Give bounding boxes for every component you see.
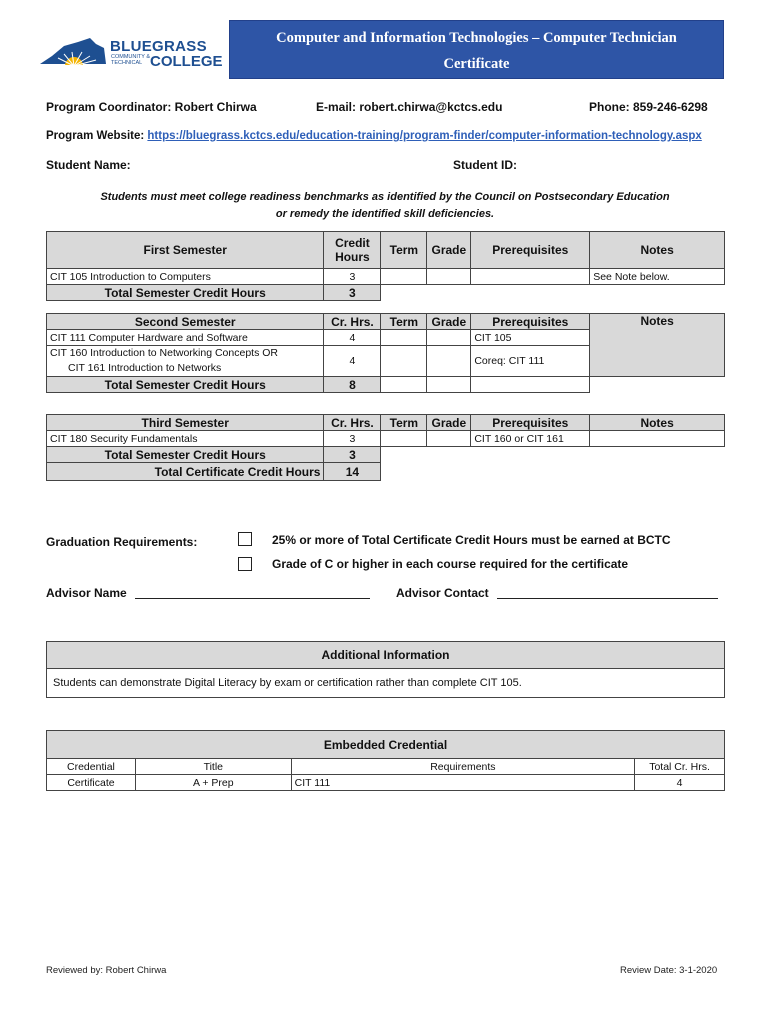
additional-info-table: [46, 641, 725, 698]
first-semester-header: First Semester: [47, 232, 324, 269]
student-id-label: Student ID:: [453, 158, 517, 172]
term-cell[interactable]: [381, 346, 427, 377]
term-header: Term: [381, 415, 427, 431]
student-name-label: Student Name:: [46, 158, 131, 172]
table-row: [47, 431, 725, 447]
college-logo: [38, 34, 223, 74]
prereq-cell: CIT 105: [471, 330, 590, 346]
program-website: Program Website: https://bluegrass.kctcs.edu/education-training/program-finder/computer-information-technology.aspx: [46, 130, 702, 142]
graduation-requirements-label: Graduation Requirements:: [46, 535, 198, 549]
notes-cell: [590, 431, 725, 447]
credit-hours-header: Credit Hours: [324, 232, 381, 269]
third-semester-table: [46, 414, 725, 481]
req2-text: Grade of C or higher in each course required for the certificate: [272, 557, 629, 571]
req2-checkbox[interactable]: [238, 557, 252, 571]
second-semester-header: Second Semester: [47, 314, 324, 330]
additional-info-text: Students can demonstrate Digital Literacy by exam or certification rather than complete CIT 105.: [47, 669, 725, 698]
semester-total-label: Total Semester Credit Hours: [47, 447, 324, 463]
program-website-link[interactable]: https://bluegrass.kctcs.edu/education-training/program-finder/computer-information-technology.aspx: [147, 130, 702, 142]
logo-text-college: COLLEGE: [150, 53, 223, 70]
semester-total-value: 3: [324, 447, 381, 463]
logo-emblem-icon: [38, 34, 108, 70]
grade-cell[interactable]: [427, 330, 471, 346]
semester-total-value: 8: [324, 377, 381, 393]
embedded-credential-title: Embedded Credential: [47, 731, 725, 759]
total-cr-hrs-header: Total Cr. Hrs.: [635, 759, 725, 775]
advisor-name-label: Advisor Name: [46, 586, 127, 600]
notes-cell: See Note below.: [590, 269, 725, 285]
notes-header: Notes: [590, 314, 725, 377]
requirements-header: Requirements: [291, 759, 634, 775]
program-title-line2: Certificate: [443, 56, 510, 72]
credit-hours: 4: [324, 330, 381, 346]
req1-text: 25% or more of Total Certificate Credit Hours must be earned at BCTC: [272, 533, 671, 547]
prereq-cell: Coreq: CIT 111: [471, 346, 590, 377]
req1-checkbox[interactable]: [238, 532, 252, 546]
logo-text-bluegrass: BLUEGRASS: [110, 38, 207, 55]
term-header: Term: [381, 232, 427, 269]
readiness-note: Students must meet college readiness benchmarks as identified by the Council on Postsecondary Education or remedy the identified skill deficiencies.: [100, 191, 670, 220]
total-cr-hrs-value: 4: [635, 775, 725, 791]
grade-header: Grade: [427, 232, 471, 269]
advisor-contact-line[interactable]: [497, 598, 718, 599]
title-header: Title: [135, 759, 291, 775]
term-header: Term: [381, 314, 427, 330]
additional-info-title: Additional Information: [47, 642, 725, 669]
prerequisites-header: Prerequisites: [471, 314, 590, 330]
title-value: A + Prep: [135, 775, 291, 791]
cr-hrs-header: Cr. Hrs.: [324, 415, 381, 431]
credit-hours: 3: [324, 269, 381, 285]
prereq-cell: CIT 160 or CIT 161: [471, 431, 590, 447]
semester-total-value: 3: [324, 285, 381, 301]
logo-text-community: COMMUNITY & TECHNICAL: [111, 54, 151, 66]
third-semester-header: Third Semester: [47, 415, 324, 431]
credit-hours: 4: [324, 346, 381, 377]
requirements-value: CIT 111: [291, 775, 634, 791]
advisor-contact-label: Advisor Contact: [396, 586, 489, 600]
review-date: Review Date: 3-1-2020: [620, 965, 718, 976]
coordinator-phone: Phone: 859-246-6298: [589, 100, 708, 114]
first-semester-table: [46, 231, 725, 301]
prereq-cell: [471, 269, 590, 285]
certificate-total-label: Total Certificate Credit Hours: [47, 463, 324, 481]
grade-cell[interactable]: [427, 269, 471, 285]
credit-hours: 3: [324, 431, 381, 447]
program-title: Computer and Information Technologies – Computer Technician: [276, 30, 677, 46]
course-name: CIT 160 Introduction to Networking Concepts OR CIT 161 Introduction to Networks: [47, 346, 324, 377]
term-cell[interactable]: [381, 431, 427, 447]
credential-header: Credential: [47, 759, 136, 775]
cr-hrs-header: Cr. Hrs.: [324, 314, 381, 330]
table-row: [47, 269, 725, 285]
prerequisites-header: Prerequisites: [471, 232, 590, 269]
certificate-total-value: 14: [324, 463, 381, 481]
semester-total-label: Total Semester Credit Hours: [47, 377, 324, 393]
program-title-box: [229, 20, 724, 79]
embedded-credential-table: [46, 730, 725, 791]
table-row: [47, 775, 725, 791]
second-semester-table: [46, 313, 725, 393]
semester-total-label: Total Semester Credit Hours: [47, 285, 324, 301]
coordinator-email: E-mail: robert.chirwa@kctcs.edu: [316, 100, 503, 114]
grade-header: Grade: [427, 314, 471, 330]
reviewed-by: Reviewed by: Robert Chirwa: [46, 965, 167, 976]
course-name: CIT 180 Security Fundamentals: [47, 431, 324, 447]
notes-header: Notes: [590, 232, 725, 269]
course-name: CIT 111 Computer Hardware and Software: [47, 330, 324, 346]
prerequisites-header: Prerequisites: [471, 415, 590, 431]
term-cell[interactable]: [381, 330, 427, 346]
grade-header: Grade: [427, 415, 471, 431]
credential-value: Certificate: [47, 775, 136, 791]
program-coordinator: Program Coordinator: Robert Chirwa: [46, 100, 257, 114]
course-name: CIT 105 Introduction to Computers: [47, 269, 324, 285]
grade-cell[interactable]: [427, 431, 471, 447]
grade-cell[interactable]: [427, 346, 471, 377]
notes-header: Notes: [590, 415, 725, 431]
advisor-name-line[interactable]: [135, 598, 370, 599]
term-cell[interactable]: [381, 269, 427, 285]
